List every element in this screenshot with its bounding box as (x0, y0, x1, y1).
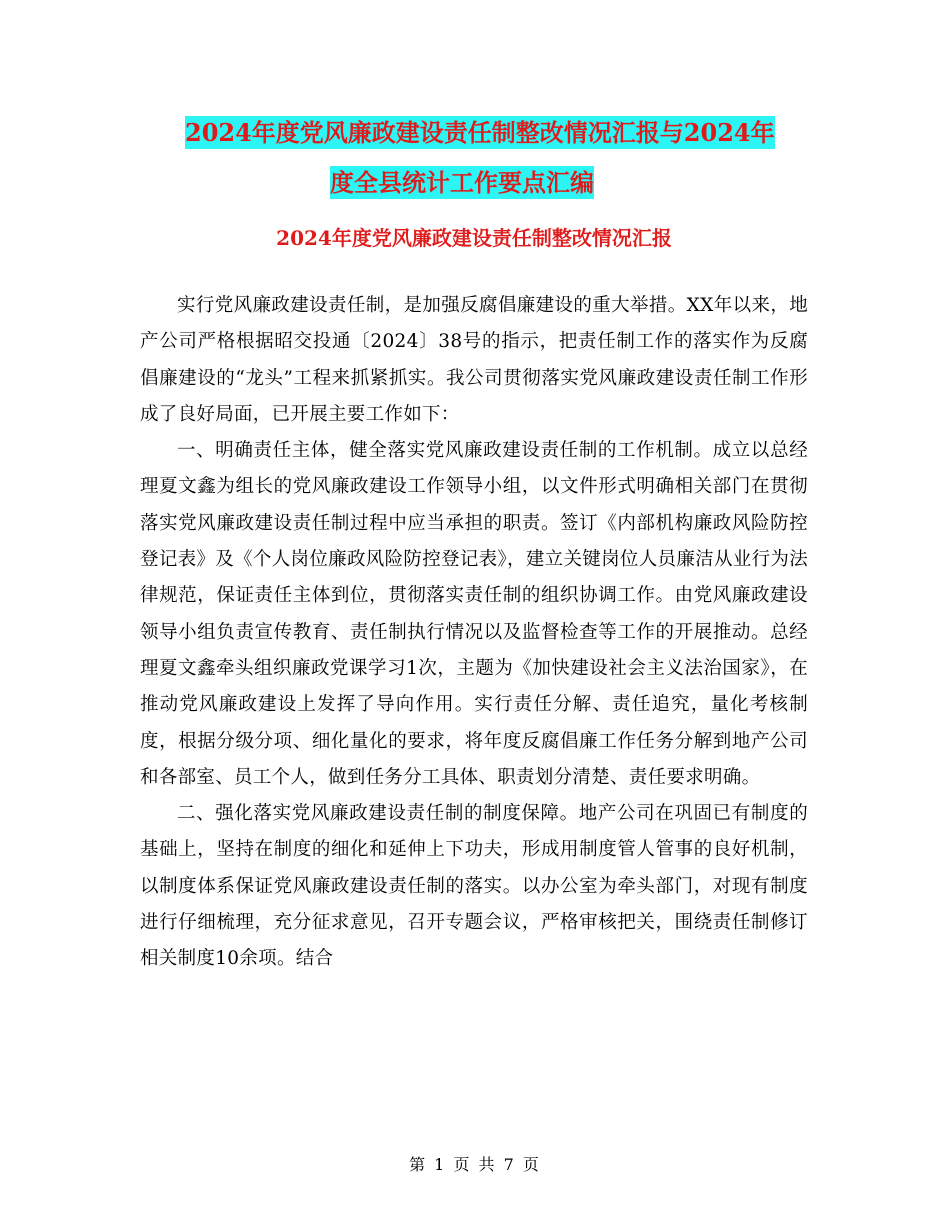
paragraph-1: 实行党风廉政建设责任制，是加强反腐倡廉建设的重大举措。XX年以来，地产公司严格根据昭交投通〔2024〕38号的指示，把责任制工作的落实作为反腐倡廉建设的“龙头”工程来抓紧抓实。我公司贯彻落实党风廉政建设责任制工作形成了良好局面，已开展主要工作如下： (140, 295, 808, 425)
section-title: 2024年度党风廉政建设责任制整改情况汇报 (276, 226, 672, 250)
body-text (140, 288, 808, 978)
document-title (140, 108, 820, 208)
page-footer: 第 1 页 共 7 页 (409, 1155, 541, 1174)
paragraph-2: 一、明确责任主体，健全落实党风廉政建设责任制的工作机制。成立以总经理夏文鑫为组长的党风廉政建设工作领导小组，以文件形式明确相关部门在贯彻落实党风廉政建设责任制过程中应当承担的职责。签订《内部机构廉政风险防控登记表》及《个人岗位廉政风险防控登记表》，建立关键岗位人员廉洁从业行为法律规范，保证责任主体到位，贯彻落实责任制的组织协调工作。由党风廉政建设领导小组负责宣传教育、责任制执行情况以及监督检查等工作的开展推动。总经理夏文鑫牵头组织廉政党课学习1次，主题为《加快建设社会主义法治国家》，在推动党风廉政建设上发挥了导向作用。实行责任分解、责任追究，量化考核制度，根据分级分项、细化量化的要求，将年度反腐倡廉工作任务分解到地产公司和各部室、员工个人，做到任务分工具体、职责划分清楚、责任要求明确。 (140, 440, 808, 788)
title-line-1: 2024年度党风廉政建设责任制整改情况汇报与2024年 (185, 118, 775, 147)
paragraph-3: 二、强化落实党风廉政建设责任制的制度保障。地产公司在巩固已有制度的基础上，坚持在制度的细化和延伸上下功夫，形成用制度管人管事的良好机制，以制度体系保证党风廉政建设责任制的落实。以办公室为牵头部门，对现有制度进行仔细梳理，充分征求意见，召开专题会议，严格审核把关，围绕责任制修订相关制度10余项。结合 (140, 803, 808, 970)
title-line-2: 度全县统计工作要点汇编 (330, 168, 594, 197)
